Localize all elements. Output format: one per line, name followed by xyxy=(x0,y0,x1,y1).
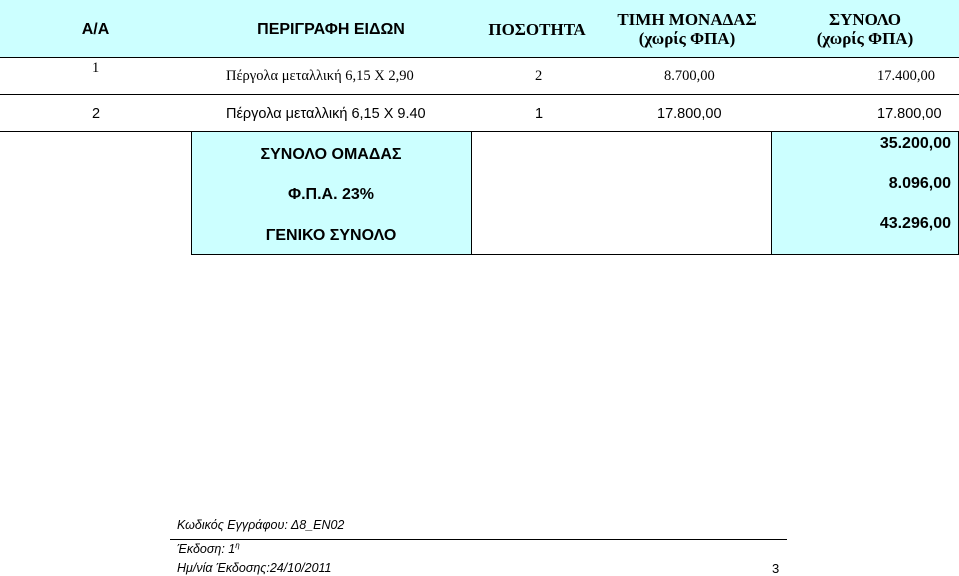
table-header-row xyxy=(0,0,959,58)
edition xyxy=(177,541,240,556)
table-row xyxy=(0,95,959,131)
row-unit-price: 8.700,00 xyxy=(664,68,715,84)
row-quantity: 1 xyxy=(535,106,544,122)
header-description: ΠΕΡΙΓΡΑΦΗ ΕΙΔΩΝ xyxy=(257,20,405,38)
group-total-value: 35.200,00 xyxy=(879,135,951,152)
row-description: Πέργολα μεταλλική 6,15 Χ 9.40 xyxy=(226,106,426,122)
row-total: 17.800,00 xyxy=(877,106,942,122)
header-total-line2: (χωρίς ΦΠΑ) xyxy=(816,29,914,48)
grand-total-label: ΓΕΝΙΚΟ ΣΥΝΟΛΟ xyxy=(265,227,397,244)
edition-date: Ημ/νία Έκδοσης:24/10/2011 xyxy=(177,561,332,575)
header-unit-price xyxy=(603,0,771,58)
row-description: Πέργολα μεταλλική 6,15 Χ 2,90 xyxy=(226,68,414,84)
header-total xyxy=(771,0,959,58)
row-quantity: 2 xyxy=(535,68,543,84)
header-index: Α/Α xyxy=(81,20,110,38)
document-code: Κωδικός Εγγράφου: Δ8_ΕΝ02 xyxy=(177,518,345,532)
table-row xyxy=(0,58,959,94)
vat-value: 8.096,00 xyxy=(888,175,951,192)
vat-label: Φ.Π.Α. 23% xyxy=(287,186,375,203)
row-total: 17.400,00 xyxy=(877,68,935,84)
group-total-label: ΣΥΝΟΛΟ ΟΜΑΔΑΣ xyxy=(260,146,402,163)
page-number: 3 xyxy=(772,561,780,576)
summary-bottom-border xyxy=(191,254,959,255)
header-unit-price-line1: ΤΙΜΗ ΜΟΝΑΔΑΣ xyxy=(617,10,757,29)
footer-rule xyxy=(170,539,787,540)
row-index: 1 xyxy=(92,60,100,76)
row-unit-price: 17.800,00 xyxy=(657,106,722,122)
header-total-line1: ΣΥΝΟΛΟ xyxy=(828,10,902,29)
summary-mid-border-2 xyxy=(771,131,772,255)
edition-text: Έκδοση: 1 xyxy=(177,542,236,557)
row-index: 2 xyxy=(92,106,101,122)
edition-superscript: η xyxy=(235,541,240,550)
grand-total-value: 43.296,00 xyxy=(879,215,951,232)
summary-mid-border-1 xyxy=(471,131,472,255)
header-unit-price-line2: (χωρίς ΦΠΑ) xyxy=(638,29,736,48)
header-quantity: ΠΟΣΟΤΗΤΑ xyxy=(488,19,586,39)
